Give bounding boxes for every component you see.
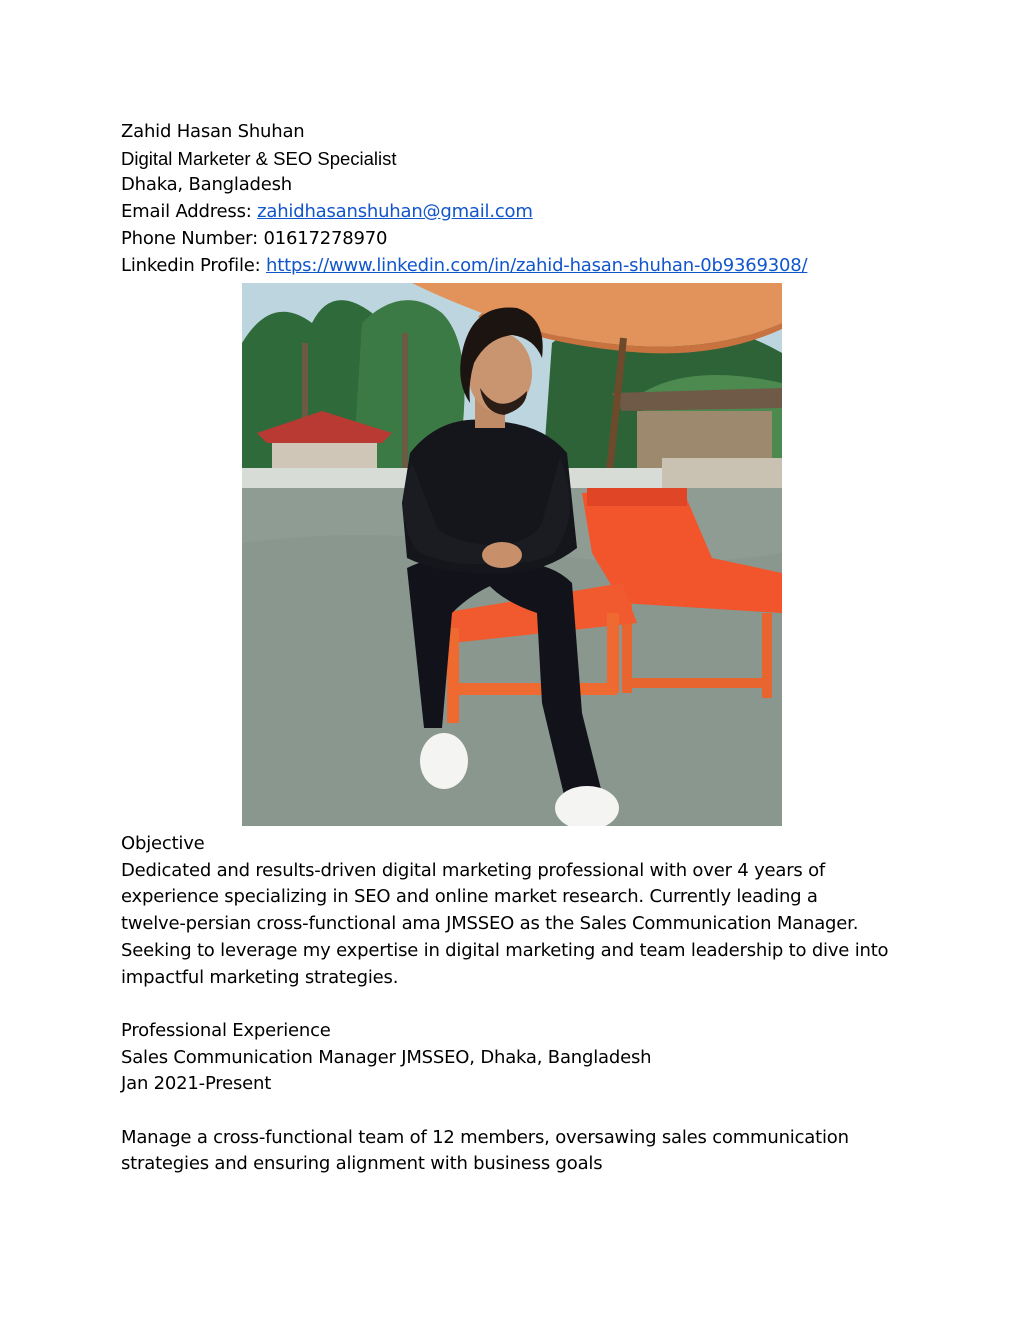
objective-heading: Objective: [121, 833, 205, 854]
profile-photo-illustration: [242, 283, 782, 826]
experience-role: Sales Communication Manager JMSSEO, Dhaka, Bangladesh: [121, 1046, 652, 1068]
objective-line: impactful marketing strategies.: [121, 966, 399, 988]
experience-heading: Professional Experience: [121, 1019, 331, 1041]
experience-dates: Jan 2021-Present: [121, 1073, 272, 1095]
linkedin-link[interactable]: https://www.linkedin.com/in/zahid-hasan-shuhan-0b9369308/: [266, 254, 808, 276]
phone-line: [121, 226, 921, 253]
email-link[interactable]: zahidhasanshuhan@gmail.com: [257, 201, 533, 223]
email-line: [121, 199, 921, 226]
candidate-location: Dhaka, Bangladesh: [121, 174, 293, 196]
experience-description-line: strategies and ensuring alignment with business goals: [121, 1153, 603, 1175]
objective-line: Dedicated and results-driven digital marketing professional with over 4 years of: [121, 859, 826, 881]
phone-label: Phone Number:: [121, 227, 264, 249]
email-label: Email Address:: [121, 201, 258, 223]
experience-description-line: Manage a cross-functional team of 12 members, oversawing sales communication: [121, 1126, 849, 1148]
contact-header: [121, 119, 921, 279]
candidate-title: Digital Marketer & SEO Specialist: [121, 147, 397, 169]
paragraph-spacer: [121, 1098, 921, 1125]
paragraph-spacer: [121, 991, 921, 1018]
candidate-name: Zahid Hasan Shuhan: [121, 121, 305, 142]
objective-line: Seeking to leverage my expertise in digital marketing and team leadership to dive into: [121, 939, 889, 961]
objective-line: twelve-persian cross-functional ama JMSSEO as the Sales Communication Manager.: [121, 913, 859, 935]
linkedin-line: [121, 253, 921, 280]
linkedin-label: Linkedin Profile:: [121, 254, 267, 276]
objective-line: experience specializing in SEO and online market research. Currently leading a: [121, 886, 818, 908]
resume-body: [121, 831, 921, 1178]
profile-photo: [242, 283, 782, 826]
phone-number: 01617278970: [263, 227, 388, 249]
